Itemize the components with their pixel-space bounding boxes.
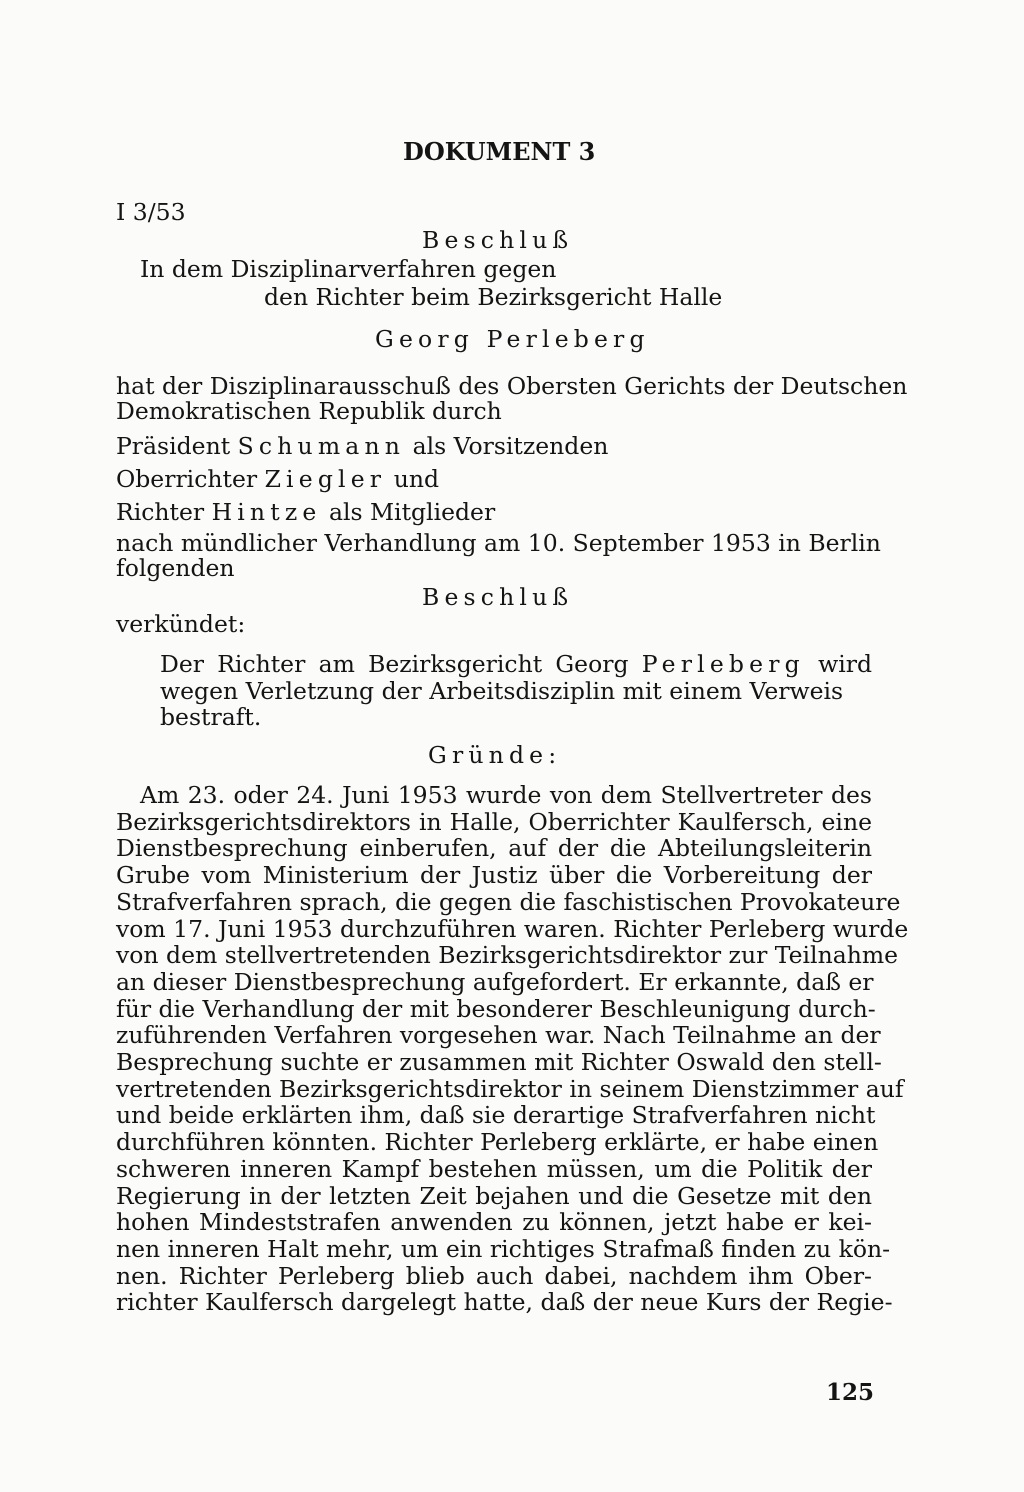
file-reference: I 3/53 [116,198,186,226]
body-line: nen. Richter Perleberg blieb auch dabei, nachdem ihm Ober- [116,1261,872,1290]
body-line: vom 17. Juni 1953 durchzuführen waren. Richter Perleberg wurde [116,914,909,943]
page-number: 125 [826,1379,875,1406]
body-line: nen inneren Halt mehr, um ein richtiges Strafmaß finden zu kön- [116,1234,891,1263]
decision-title-2: Beschluß [422,583,574,611]
decision-title: Beschluß [422,226,574,254]
announced-label: verkündet: [116,610,246,638]
body-line: Bezirksgerichtsdirektors in Halle, Oberrichter Kaulfersch, eine [116,807,872,836]
body-line: Regierung in der letzten Zeit bejahen und die Gesetze mit den [116,1181,872,1210]
verdict-line-3: bestraft. [160,703,262,731]
body-line: richter Kaulfersch dargelegt hatte, daß der neue Kurs der Regie- [116,1288,893,1317]
verdict-line-2: wegen Verletzung der Arbeitsdisziplin mit einem Verweis [160,677,844,705]
defendant-name: Georg Perleberg [375,325,650,353]
body-line: Am 23. oder 24. Juni 1953 wurde von dem Stellvertreter des [140,781,872,809]
body-line: Strafverfahren sprach, die gegen die faschistischen Provokateure [116,887,901,916]
body-line: für die Verhandlung der mit besonderer Beschleunigung durch- [116,994,876,1023]
member-2: Richter Hintze als Mitglieder [116,498,496,526]
body-line: Grube vom Ministerium der Justiz über die Vorbereitung der [116,861,872,890]
body-line: Dienstbesprechung einberufen, auf der die Abteilungsleiterin [116,834,872,863]
document-heading: DOKUMENT 3 [403,137,596,166]
body-line: vertretenden Bezirksgerichtsdirektor in seinem Dienstzimmer auf [116,1074,904,1103]
body-line: von dem stellvertretenden Bezirksgerichtsdirektor zur Teilnahme [116,941,899,970]
court-line-2: Demokratischen Republik durch [116,397,502,425]
intro-line-2: den Richter beim Bezirksgericht Halle [264,283,723,311]
member-chair: Präsident Schumann als Vorsitzenden [116,432,609,460]
hearing-line-2: folgenden [116,554,235,582]
reasons-title: Gründe: [428,741,562,769]
member-1: Oberrichter Ziegler und [116,465,440,493]
intro-line-1: In dem Disziplinarverfahren gegen [140,255,557,283]
body-line: hohen Mindeststrafen anwenden zu können, jetzt habe er kei- [116,1208,872,1237]
body-line: Besprechung suchte er zusammen mit Richter Oswald den stell- [116,1048,882,1076]
body-line: zuführenden Verfahren vorgesehen war. Nach Teilnahme an der [116,1021,881,1050]
body-line: und beide erklärten ihm, daß sie derartige Strafverfahren nicht [116,1101,876,1130]
body-line: schweren inneren Kampf bestehen müssen, um die Politik der [116,1154,872,1183]
verdict-line-1: Der Richter am Bezirksgericht Georg Perleberg wird [160,650,872,678]
body-line: an dieser Dienstbesprechung aufgefordert. Er erkannte, daß er [116,967,874,996]
body-line: durchführen könnten. Richter Perleberg erklärte, er habe einen [116,1128,879,1157]
court-line-1: hat der Disziplinarausschuß des Obersten Gerichts der Deutschen [116,372,908,400]
hearing-line-1: nach mündlicher Verhandlung am 10. September 1953 in Berlin [116,529,881,557]
